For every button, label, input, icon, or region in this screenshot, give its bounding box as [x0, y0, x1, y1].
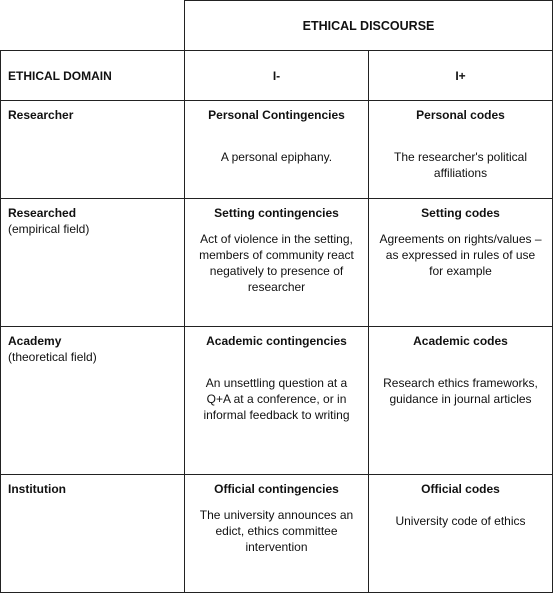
contingency-cell	[185, 101, 369, 199]
contingency-cell	[185, 327, 369, 475]
contingency-cell	[185, 199, 369, 327]
domain-name: Researched	[8, 206, 77, 220]
domain-cell	[1, 327, 185, 475]
domain-subtitle: (theoretical field)	[8, 350, 97, 364]
cell-title: Academic codes	[413, 334, 508, 348]
code-cell	[369, 327, 553, 475]
table-row	[1, 327, 553, 475]
cell-text: An unsettling question at a Q+A at a conference, or in informal feedback to writing	[203, 376, 350, 422]
column-header-i-plus: I+	[369, 51, 553, 101]
domain-name: Researcher	[8, 108, 74, 122]
domain-subtitle: (empirical field)	[8, 222, 90, 236]
cell-text: University code of ethics	[395, 514, 526, 528]
domain-cell	[1, 199, 185, 327]
blank-corner-cell	[1, 1, 185, 51]
domain-name: Institution	[8, 482, 66, 496]
cell-text: A personal epiphany.	[220, 150, 333, 164]
cell-text: Act of violence in the setting, members of community react negatively to presence of researcher	[199, 232, 354, 294]
code-cell	[369, 101, 553, 199]
ethical-domain-header: ETHICAL DOMAIN	[1, 51, 185, 101]
cell-title: Personal Contingencies	[208, 108, 345, 122]
domain-name: Academy	[8, 334, 62, 348]
ethical-discourse-header: ETHICAL DISCOURSE	[185, 1, 553, 51]
code-cell	[369, 199, 553, 327]
code-cell	[369, 475, 553, 593]
cell-text: The researcher's political affiliations	[394, 150, 528, 180]
column-header-row	[1, 51, 553, 101]
cell-title: Setting contingencies	[214, 206, 339, 220]
contingency-cell	[185, 475, 369, 593]
discourse-header-row	[1, 1, 553, 51]
table-row	[1, 101, 553, 199]
column-header-i-minus: I-	[185, 51, 369, 101]
table-row	[1, 475, 553, 593]
cell-title: Academic contingencies	[206, 334, 347, 348]
domain-cell	[1, 101, 185, 199]
cell-text: Agreements on rights/values – as expressed in rules of use for example	[379, 232, 542, 278]
cell-text: Research ethics frameworks, guidance in journal articles	[383, 376, 538, 406]
cell-title: Setting codes	[421, 206, 500, 220]
domain-cell	[1, 475, 185, 593]
cell-title: Official codes	[421, 482, 500, 496]
cell-title: Personal codes	[416, 108, 505, 122]
cell-title: Official contingencies	[214, 482, 339, 496]
table-row	[1, 199, 553, 327]
cell-text: The university announces an edict, ethics committee intervention	[199, 508, 354, 554]
